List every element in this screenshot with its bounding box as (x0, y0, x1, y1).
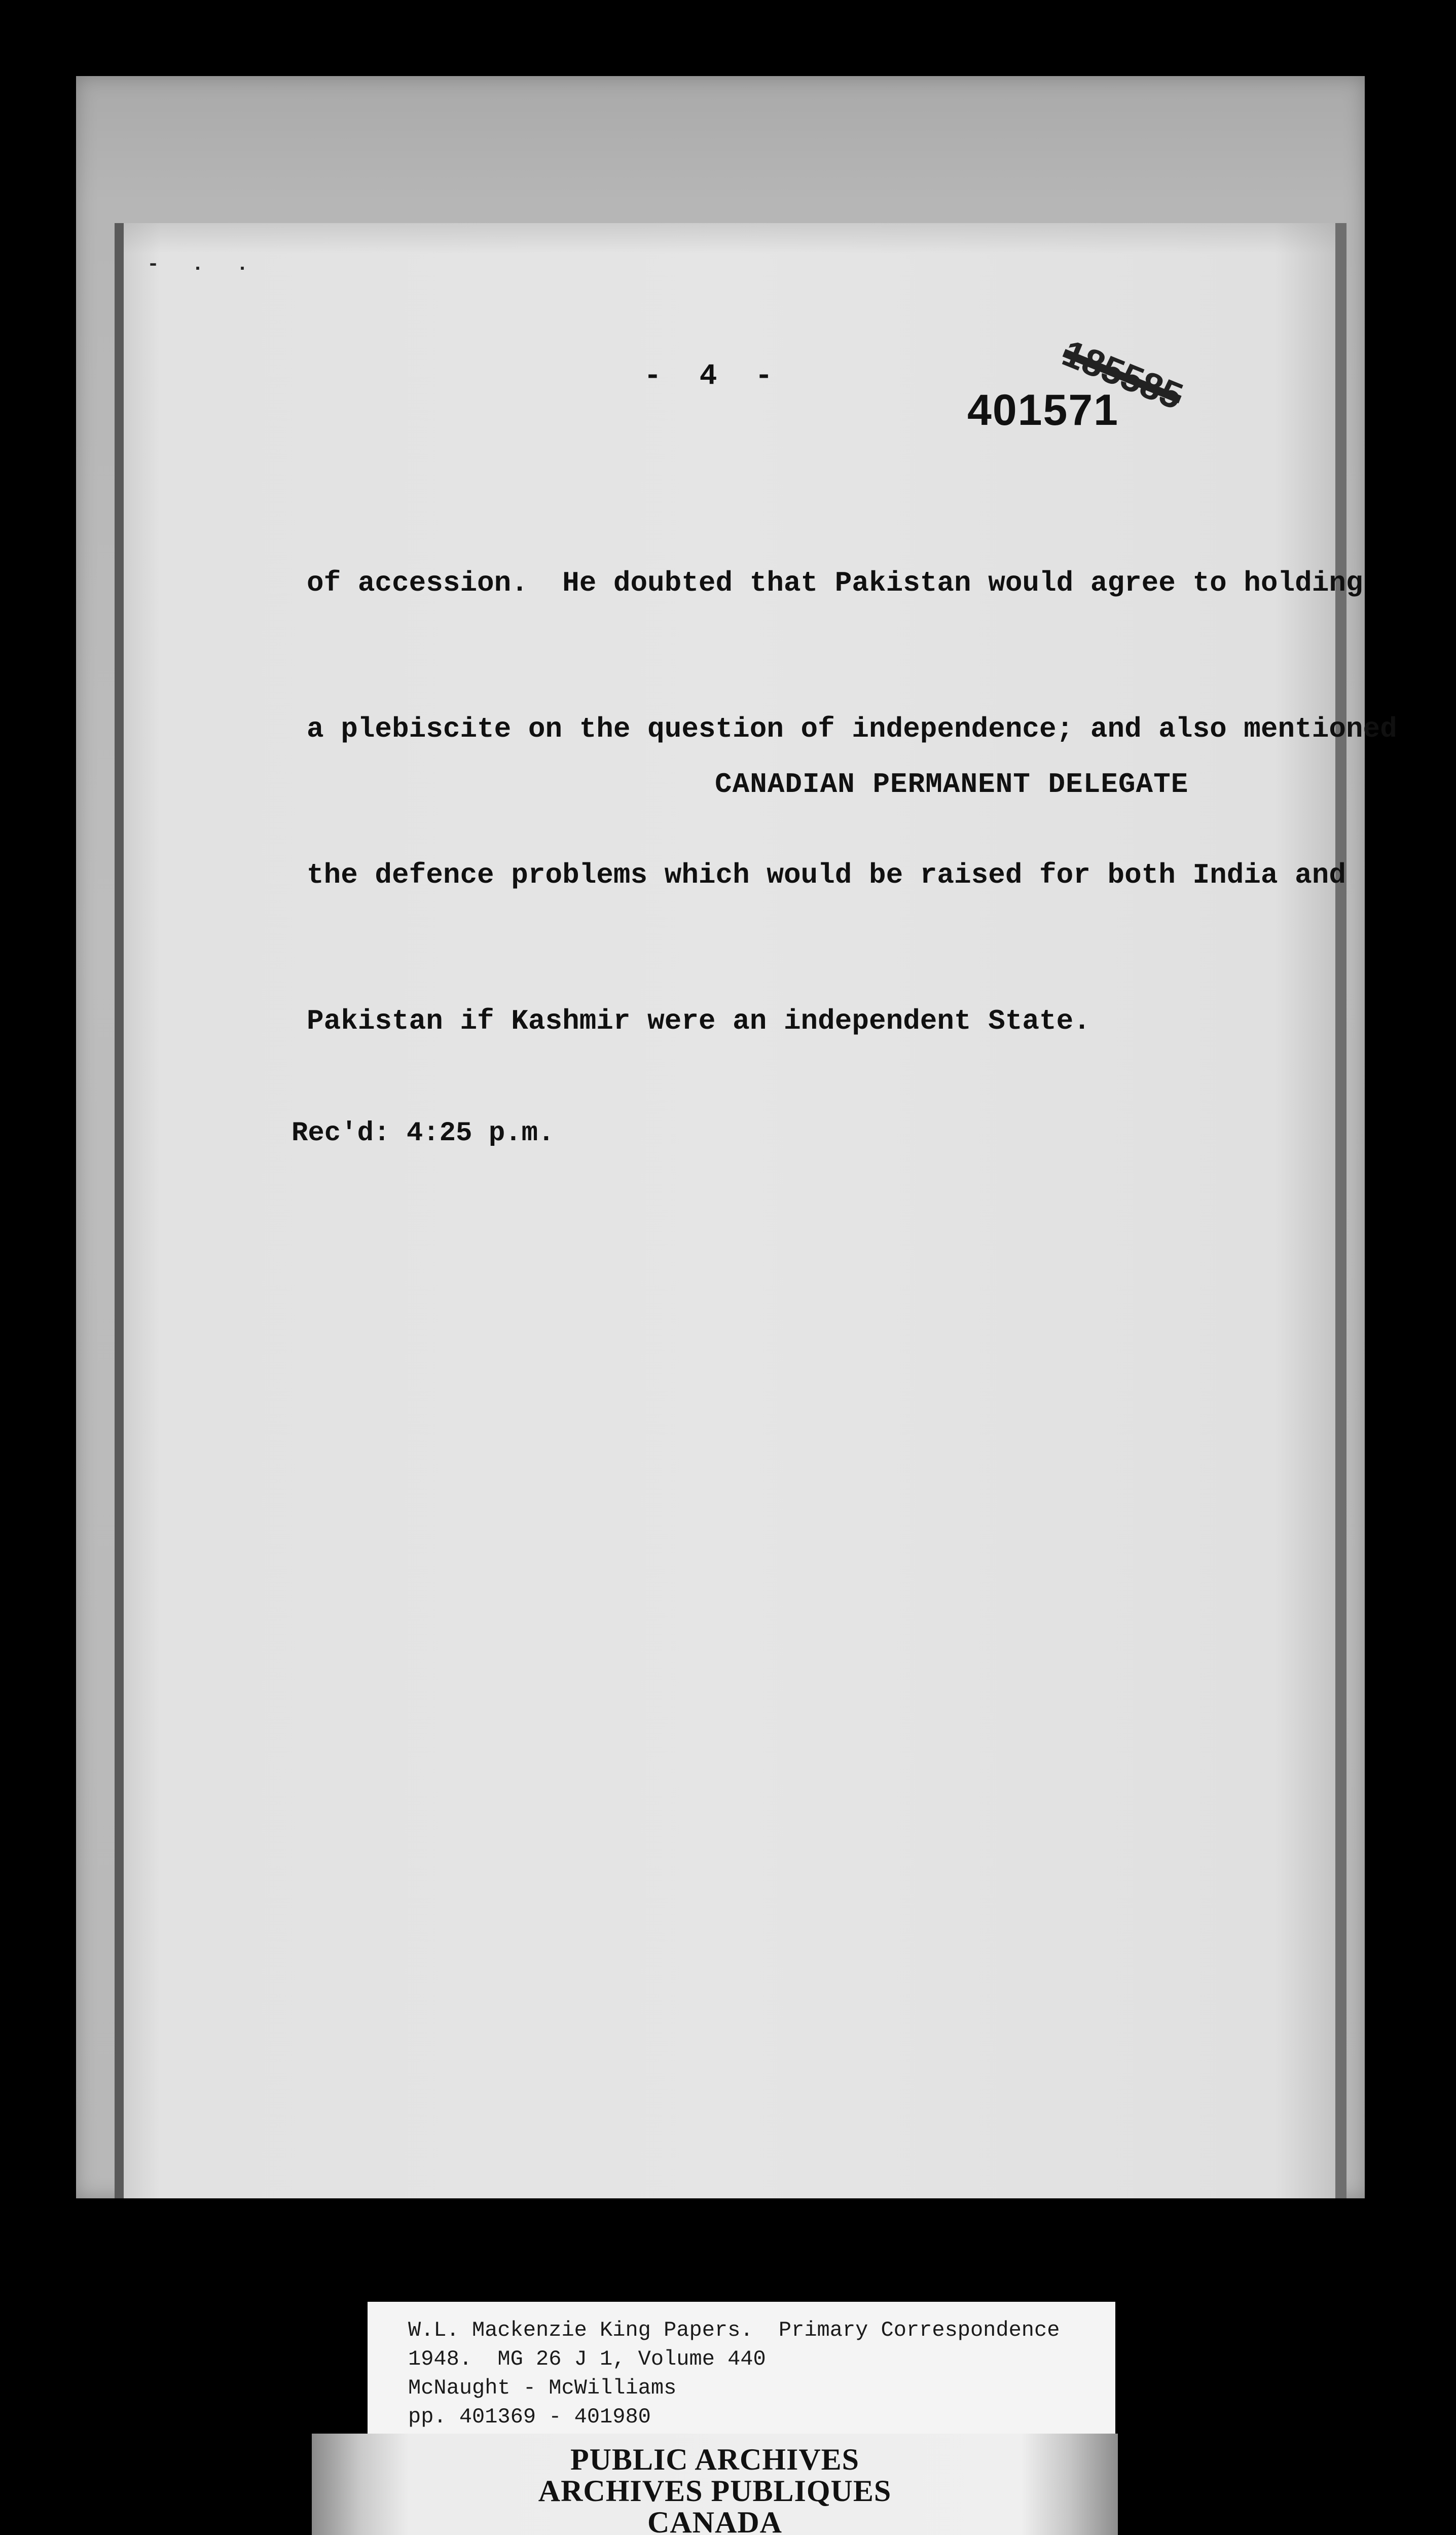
stamp-line: ARCHIVES PUBLIQUES (538, 2474, 892, 2508)
page-number: - 4 - (644, 360, 783, 393)
public-archives-stamp (312, 2434, 1118, 2535)
signature-line: CANADIAN PERMANENT DELEGATE (715, 768, 1189, 801)
stamp-line: PUBLIC ARCHIVES (570, 2443, 860, 2476)
label-line: W.L. Mackenzie King Papers. Primary Correspondence (408, 2318, 1060, 2342)
label-line: McNaught - McWilliams (408, 2376, 677, 2400)
crossed-out-number: 185585 (1057, 332, 1189, 418)
stamp-line: CANADA (647, 2506, 782, 2535)
body-line: a plebiscite on the question of independence; and also mentioned (307, 713, 1397, 745)
body-line: the defence problems which would be raised for both India and (307, 859, 1346, 891)
page-corner-marks: - . . (147, 254, 259, 276)
label-line: pp. 401369 - 401980 (408, 2405, 651, 2429)
document-number: 401571 (967, 386, 1119, 434)
received-time: Rec'd: 4:25 p.m. (292, 1118, 555, 1149)
body-line: Pakistan if Kashmir were an independent State. (307, 1005, 1090, 1037)
body-line: of accession. He doubted that Pakistan would agree to holding (307, 567, 1363, 599)
archive-reference-label (368, 2302, 1115, 2434)
label-line: 1948. MG 26 J 1, Volume 440 (408, 2347, 766, 2371)
